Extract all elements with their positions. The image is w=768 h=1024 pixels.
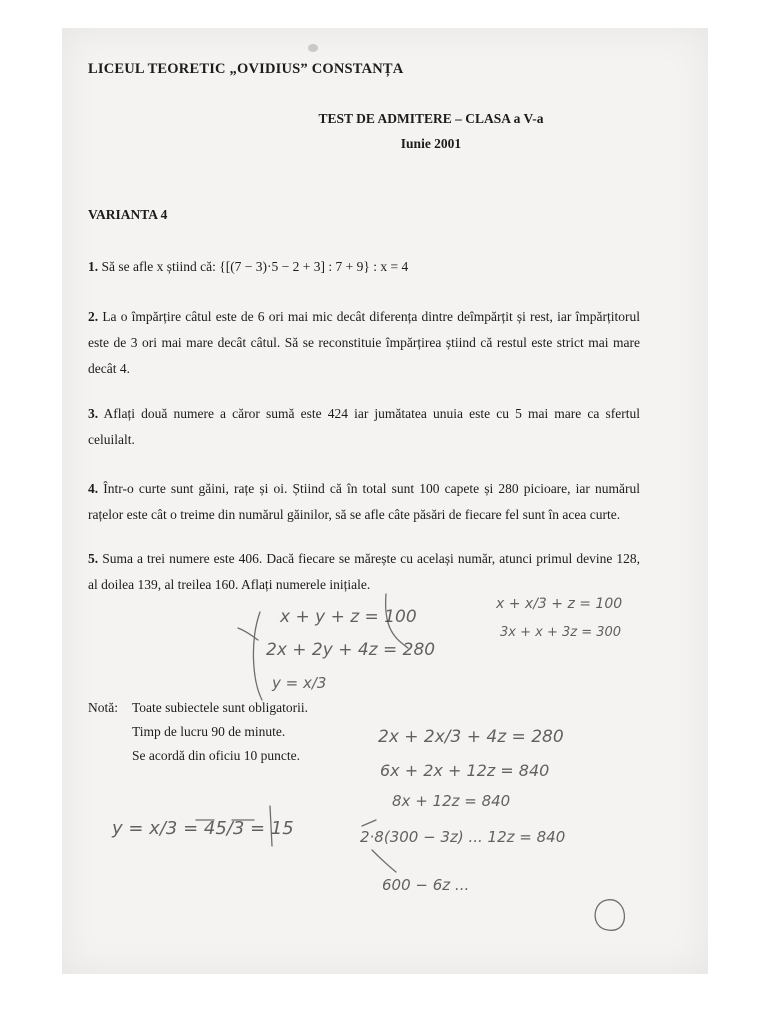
- cross-stroke: [372, 850, 396, 872]
- handwritten-eq-10: 600 − 6z ...: [382, 876, 470, 894]
- handwritten-eq-6: 2x + 2x/3 + 4z = 280: [378, 727, 564, 747]
- note-line-3: Se acordă din oficiu 10 puncte.: [132, 748, 300, 763]
- problem-4-text: Într-o curte sunt găini, rațe și oi. Știind că în total sunt 100 capete și 280 picioare, iar numărul rațelor este cât o treime din numărul găinilor, să se afle câte păsări de fiecare fel sunt în acea curte.: [88, 481, 641, 522]
- system-brace-stroke: [253, 612, 262, 700]
- handwritten-eq-1: x + y + z = 100: [280, 607, 417, 627]
- answer-circle-stroke: [595, 900, 624, 931]
- handwritten-eq-8: 8x + 12z = 840: [392, 792, 511, 810]
- problem-1-text: Să se afle x știind că: {[(7 − 3)·5 − 2 + 3] : 7 + 9} : x = 4: [101, 259, 409, 274]
- problem-2-text: La o împărțire câtul este de 6 ori mai mic decât diferența dintre deîmpărțit și rest, iar împărțitorul este de 3 ori mai mare decât câtul. Să se reconstituie împărțirea știind că restul este strict mai mare decât 4.: [88, 309, 641, 376]
- handwritten-eq-7: 6x + 2x + 12z = 840: [380, 761, 550, 780]
- handwritten-eq-11: y = x/3 = 45/3 = 15: [112, 818, 294, 839]
- test-date: Iunie 2001: [400, 136, 462, 151]
- underline-stroke-1: [362, 820, 376, 826]
- handwritten-eq-3: y = x/3: [272, 674, 327, 692]
- problem-1-number: 1.: [88, 259, 99, 274]
- handwritten-eq-2: 2x + 2y + 4z = 280: [266, 640, 436, 660]
- problem-2-number: 2.: [88, 309, 99, 324]
- handwritten-eq-5: 3x + x + 3z = 300: [500, 625, 622, 640]
- school-header: LICEUL TEORETIC „OVIDIUS” CONSTANȚA: [88, 61, 404, 77]
- handwritten-eq-4: x + x/3 + z = 100: [496, 596, 623, 612]
- problem-5-text: Suma a trei numere este 406. Dacă fiecare se mărește cu același număr, atunci primul devine 128, al doilea 139, al treilea 160. Aflați numerele inițiale.: [88, 551, 640, 592]
- problem-5-number: 5.: [88, 551, 99, 566]
- handwritten-eq-9: 2·8(300 − 3z) ... 12z = 840: [360, 828, 566, 846]
- problem-3-text: Aflați două numere a căror sumă este 424 iar jumătatea unuia este cu 5 mai mare ca sfertul celuilalt.: [88, 406, 640, 447]
- problem-3-number: 3.: [88, 406, 99, 421]
- test-title: TEST DE ADMITERE – CLASA a V-a: [318, 111, 544, 126]
- variant-label: VARIANTA 4: [88, 207, 168, 222]
- note-text-1: Toate subiectele sunt obligatorii.: [132, 700, 309, 715]
- problem-4-number: 4.: [88, 481, 99, 496]
- note-label: Notă:: [88, 700, 118, 715]
- note-line-2: Timp de lucru 90 de minute.: [132, 724, 286, 739]
